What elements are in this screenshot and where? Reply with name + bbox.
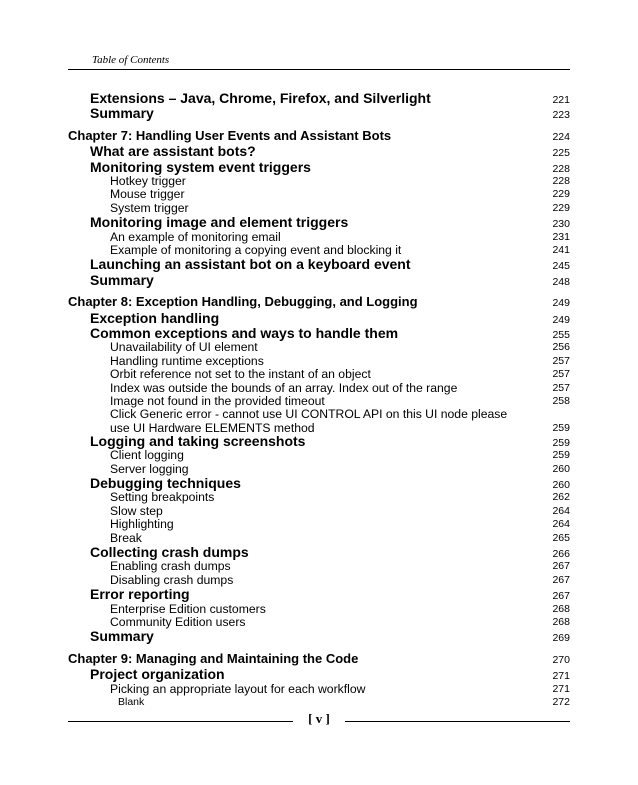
- toc-entry-page: 266: [552, 547, 570, 560]
- toc-entry-title: Slow step: [110, 503, 163, 518]
- toc-entry-page: 221: [552, 94, 570, 106]
- toc-entry-page: 265: [552, 531, 570, 544]
- toc-entry-page: 260: [552, 478, 570, 491]
- toc-subsection-entry[interactable]: [0, 462, 638, 475]
- toc-section-entry[interactable]: [0, 666, 638, 681]
- toc-entry-title: Example of monitoring a copying event and blocking it: [110, 243, 402, 258]
- toc-entry-page: 264: [552, 504, 570, 517]
- toc-subsection-entry[interactable]: [0, 367, 638, 380]
- toc-section-entry[interactable]: [0, 256, 638, 271]
- toc-entry-page: 267: [552, 590, 570, 603]
- toc-entry-page: 245: [552, 260, 570, 273]
- toc-subsection-entry[interactable]: [0, 573, 638, 586]
- toc-section-entry[interactable]: [0, 214, 638, 229]
- toc-entry-title: Disabling crash dumps: [110, 572, 234, 587]
- toc-entry-title: Unavailability of UI element: [110, 340, 258, 355]
- toc-entry-title: Error reporting: [90, 586, 190, 603]
- toc-entry-page: 267: [552, 560, 570, 573]
- toc-entry-title: Enterprise Edition customers: [110, 601, 266, 616]
- toc-entry-title: Common exceptions and ways to handle them: [90, 325, 399, 342]
- toc-entry-title: Chapter 7: Handling User Events and Assistant Bots: [68, 127, 392, 143]
- toc-subsection-entry[interactable]: [0, 531, 638, 544]
- toc-section-entry[interactable]: [0, 433, 638, 448]
- toc-subsection-entry[interactable]: [0, 174, 638, 187]
- toc-entry-page: 268: [552, 602, 570, 615]
- toc-entry-page: 270: [552, 653, 570, 666]
- toc-chapter-entry[interactable]: [0, 128, 638, 144]
- running-header-title: Table of Contents: [92, 54, 170, 66]
- toc-entry-title: Collecting crash dumps: [90, 543, 249, 560]
- toc-subsection-entry[interactable]: [0, 490, 638, 503]
- toc-entry-title: Setting breakpoints: [110, 490, 215, 505]
- toc-subsection-entry[interactable]: [0, 407, 638, 420]
- toc-entry-title: Extensions – Java, Chrome, Firefox, and Silverlight: [90, 90, 431, 106]
- toc-entry-title: What are assistant bots?: [90, 143, 256, 160]
- toc-entry-page: 255: [552, 329, 570, 342]
- toc-entry-page: 223: [552, 109, 570, 122]
- toc-subsection-entry[interactable]: [0, 394, 638, 407]
- toc-section-entry[interactable]: [0, 310, 638, 325]
- header-rule: [68, 69, 570, 70]
- footer-rule-right: [345, 721, 570, 722]
- toc-entry-title: Client logging: [110, 448, 184, 463]
- toc-entry-page: 259: [552, 449, 570, 462]
- toc-entry-title: Highlighting: [110, 517, 174, 532]
- toc-entry-page: 257: [552, 381, 570, 394]
- toc-section-entry[interactable]: [0, 628, 638, 643]
- toc-entry-page: 229: [552, 201, 570, 214]
- toc-entry-title: Launching an assistant bot on a keyboard event: [90, 256, 411, 273]
- toc-entry-title: Chapter 9: Managing and Maintaining the Code: [68, 650, 359, 666]
- toc-entry-page: 256: [552, 341, 570, 354]
- toc-entry-title: Server logging: [110, 461, 189, 476]
- table-of-contents: [0, 90, 638, 708]
- toc-entry-title: Summary: [90, 628, 154, 645]
- toc-subsection-entry[interactable]: [0, 421, 638, 433]
- toc-entry-title: Exception handling: [90, 309, 220, 326]
- toc-entry-title: An example of monitoring email: [110, 229, 281, 244]
- toc-entry-title: Debugging techniques: [90, 474, 241, 491]
- toc-entry-title: System trigger: [110, 200, 189, 215]
- toc-entry-page: 269: [552, 632, 570, 645]
- toc-entry-page: 249: [552, 297, 570, 310]
- toc-section-entry[interactable]: [0, 475, 638, 490]
- toc-subsection-entry[interactable]: [0, 682, 638, 695]
- toc-entry-page: 231: [552, 230, 570, 243]
- toc-entry-page: 267: [552, 573, 570, 586]
- toc-entry-page: 241: [552, 244, 570, 257]
- toc-section-entry[interactable]: [0, 90, 638, 105]
- toc-entry-title: use UI Hardware ELEMENTS method: [110, 420, 315, 435]
- toc-subsection-entry[interactable]: [0, 187, 638, 200]
- toc-entry-page: 248: [552, 275, 570, 288]
- toc-section-entry[interactable]: [0, 143, 638, 158]
- toc-entry-title: Project organization: [90, 666, 225, 683]
- toc-entry-title: Picking an appropriate layout for each workflow: [110, 681, 366, 696]
- toc-entry-page: 257: [552, 354, 570, 367]
- toc-entry-page: 249: [552, 313, 570, 326]
- toc-entry-page: 271: [552, 670, 570, 683]
- toc-entry-page: 258: [552, 395, 570, 408]
- toc-entry-title: Monitoring system event triggers: [90, 158, 311, 175]
- toc-entry-title: Summary: [90, 105, 154, 122]
- toc-entry-page: 271: [552, 682, 570, 695]
- toc-entry-title: Enabling crash dumps: [110, 559, 231, 574]
- toc-entry-page: 262: [552, 491, 570, 504]
- toc-chapter-entry[interactable]: [0, 294, 638, 310]
- toc-entry-page: 260: [552, 462, 570, 475]
- toc-entry-page: 257: [552, 368, 570, 381]
- toc-section-entry[interactable]: [0, 586, 638, 601]
- toc-entry-title: Break: [110, 530, 142, 545]
- toc-section-entry[interactable]: [0, 272, 638, 287]
- toc-chapter-entry[interactable]: [0, 651, 638, 667]
- toc-subsection-entry[interactable]: [0, 517, 638, 530]
- toc-entry-page: 259: [552, 421, 570, 434]
- toc-entry-title: Summary: [90, 271, 154, 288]
- toc-subsection-entry[interactable]: [0, 354, 638, 367]
- toc-subsection-entry[interactable]: [0, 230, 638, 243]
- toc-section-entry[interactable]: [0, 325, 638, 340]
- toc-subsection-entry[interactable]: [0, 381, 638, 394]
- toc-entry-page: 259: [552, 436, 570, 449]
- toc-subsection-entry[interactable]: [0, 602, 638, 615]
- toc-subsection-entry[interactable]: [0, 201, 638, 214]
- toc-entry-page: 225: [552, 147, 570, 160]
- toc-entry-page: 264: [552, 518, 570, 531]
- toc-entry-page: 230: [552, 218, 570, 231]
- toc-entry-page: 229: [552, 188, 570, 201]
- toc-entry-page: 224: [552, 130, 570, 143]
- toc-subsection-entry[interactable]: [0, 559, 638, 572]
- toc-entry-title: Handling runtime exceptions: [110, 353, 264, 368]
- toc-entry-title: Community Edition users: [110, 614, 246, 629]
- toc-subsection-entry[interactable]: [0, 695, 638, 708]
- toc-entry-page: 228: [552, 162, 570, 175]
- toc-entry-page: 268: [552, 615, 570, 628]
- toc-entry-title: Index was outside the bounds of an array. Index out of the range: [110, 380, 458, 395]
- toc-subsection-entry[interactable]: [0, 448, 638, 461]
- toc-entry-title: Mouse trigger: [110, 187, 185, 202]
- toc-subsection-entry[interactable]: [0, 243, 638, 256]
- toc-entry-title: Monitoring image and element triggers: [90, 214, 349, 231]
- toc-entry-title: Orbit reference not set to the instant of an object: [110, 367, 371, 382]
- toc-entry-title: Hotkey trigger: [110, 174, 186, 189]
- footer-rule-left: [68, 721, 293, 722]
- toc-entry-title: Blank: [118, 695, 145, 708]
- toc-entry-page: 228: [552, 175, 570, 188]
- toc-entry-title: Logging and taking screenshots: [90, 432, 306, 449]
- toc-section-entry[interactable]: [0, 159, 638, 174]
- toc-section-entry[interactable]: [0, 105, 638, 120]
- toc-section-entry[interactable]: [0, 544, 638, 559]
- page-number: [ v ]: [308, 711, 330, 726]
- toc-subsection-entry[interactable]: [0, 615, 638, 628]
- toc-subsection-entry[interactable]: [0, 504, 638, 517]
- toc-entry-title: Chapter 8: Exception Handling, Debugging, and Logging: [68, 294, 418, 310]
- toc-entry-title: Image not found in the provided timeout: [110, 394, 325, 409]
- toc-subsection-entry[interactable]: [0, 340, 638, 353]
- toc-entry-title: Click Generic error - cannot use UI CONTROL API on this UI node please: [110, 407, 508, 422]
- toc-entry-page: 272: [552, 695, 570, 708]
